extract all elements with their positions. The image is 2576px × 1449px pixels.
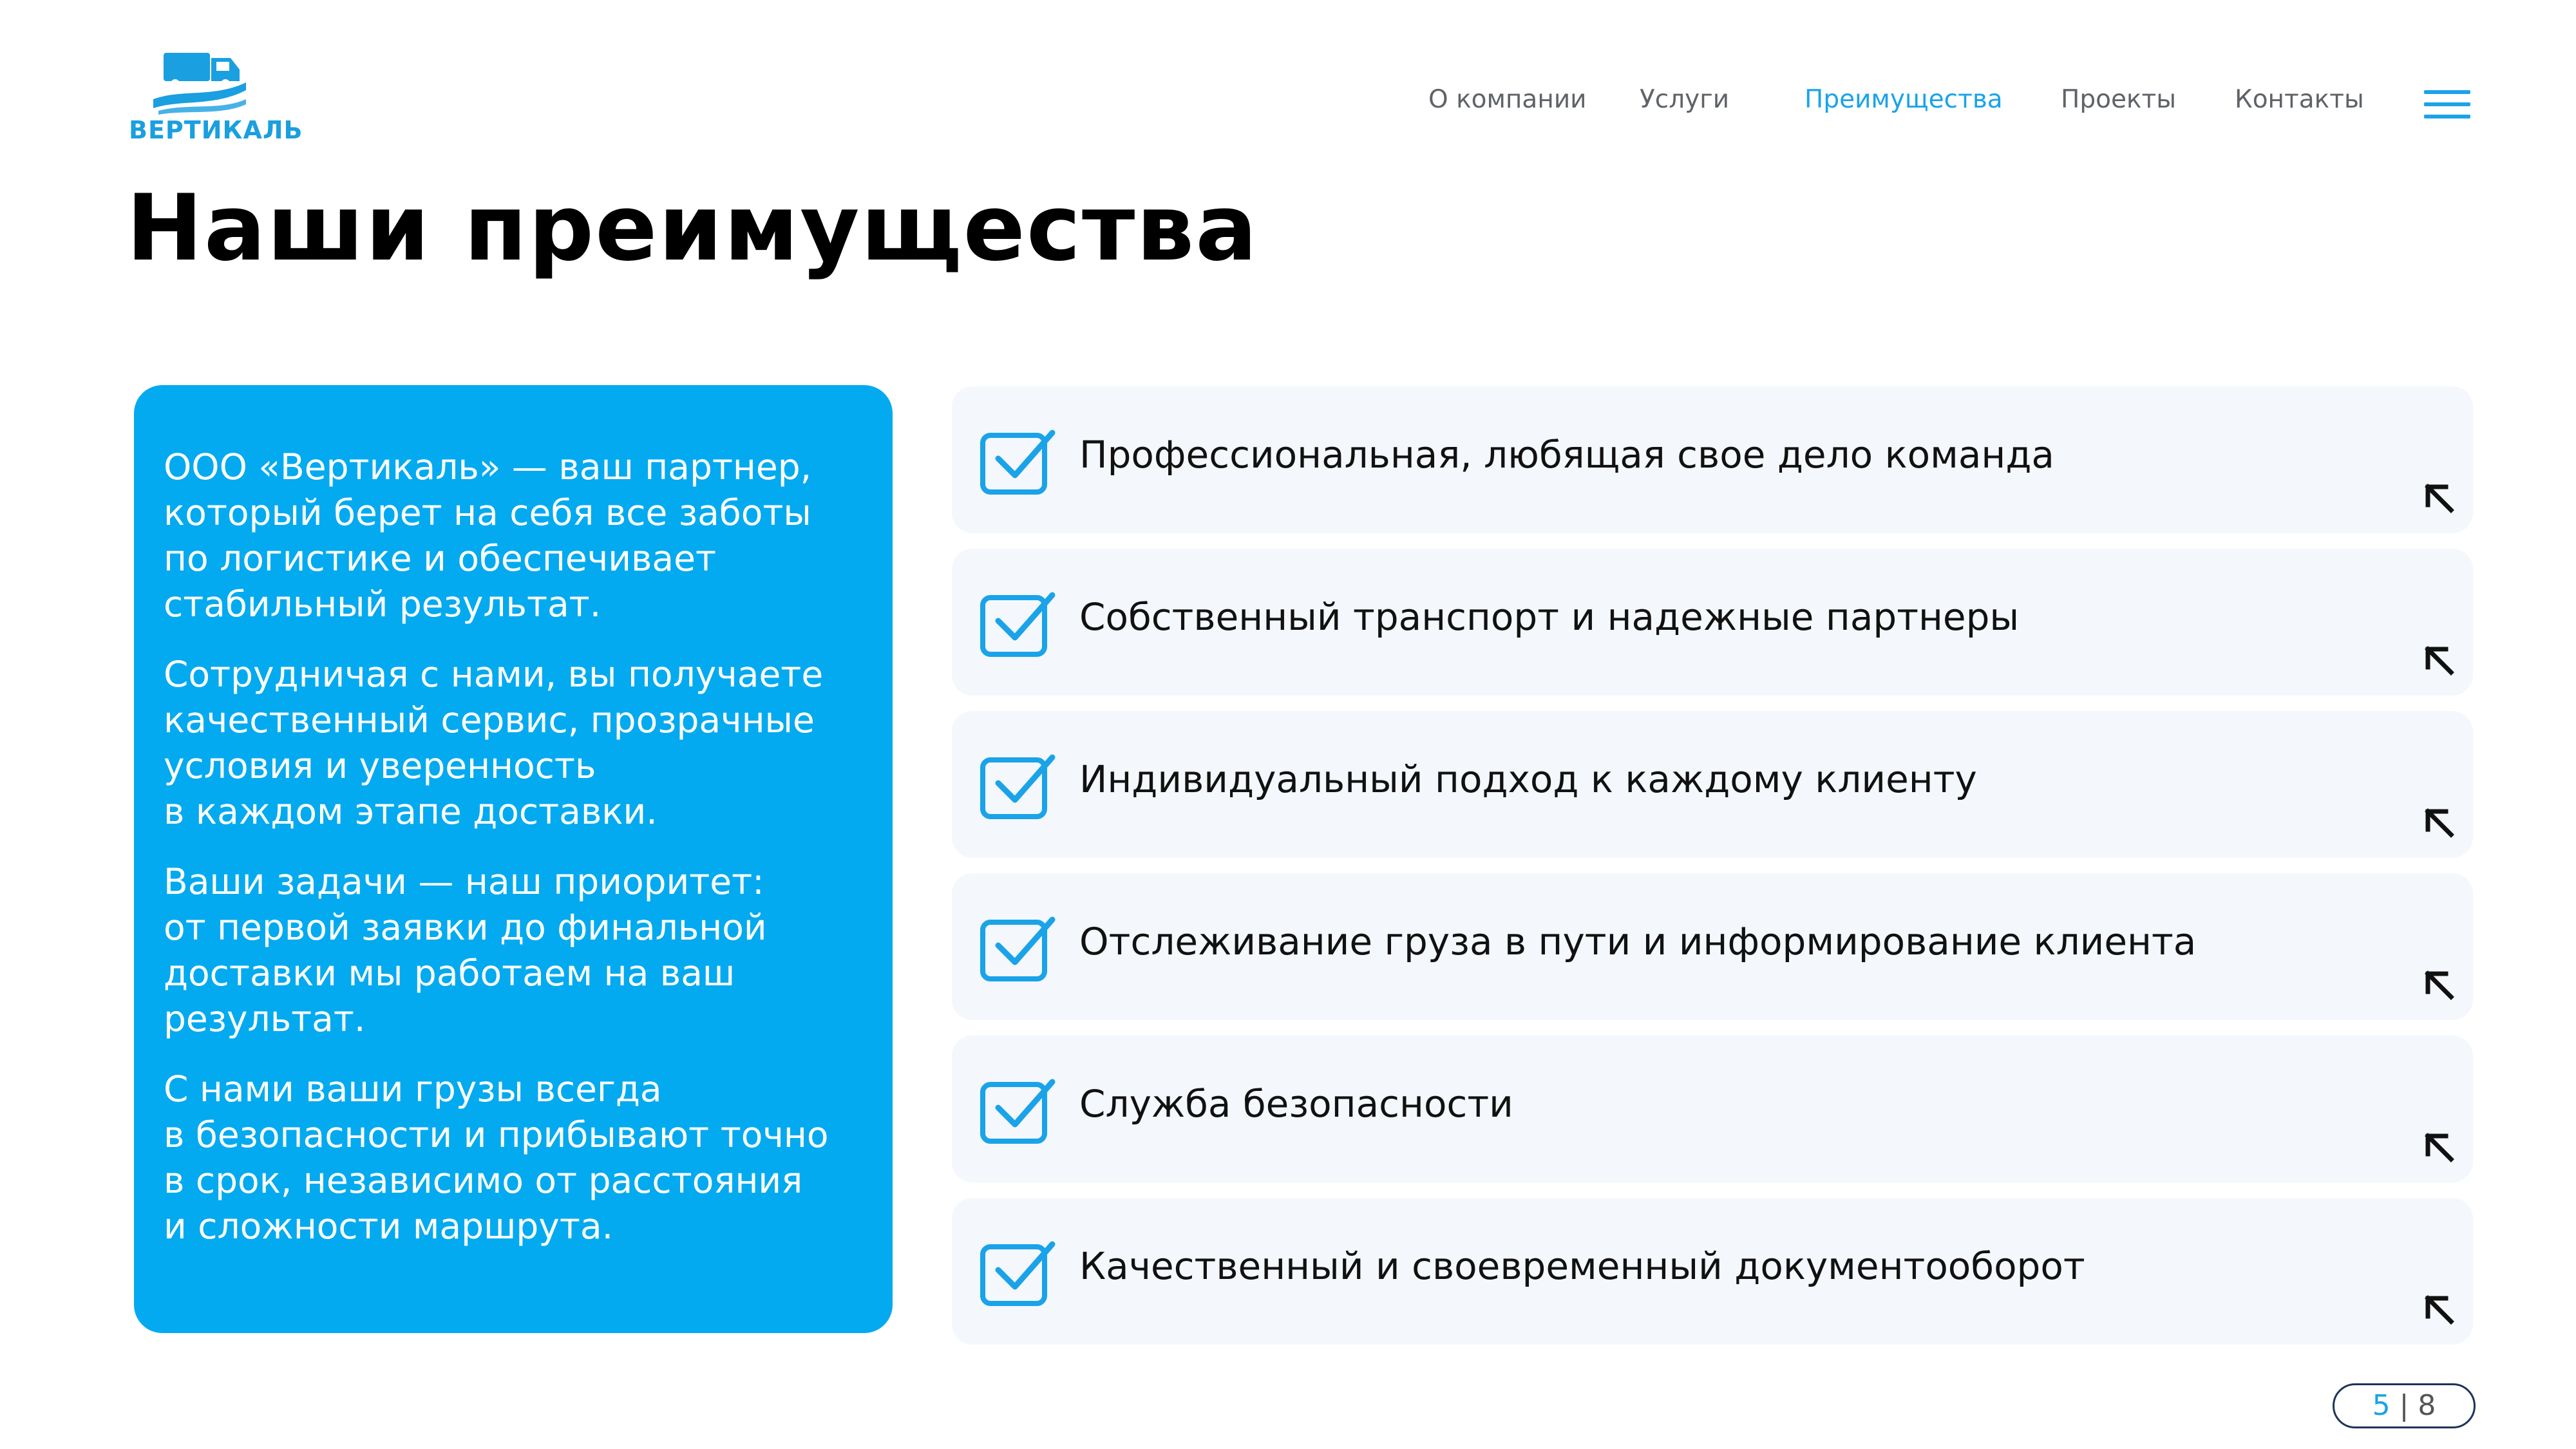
nav-item-contacts[interactable]: Контакты (2235, 85, 2364, 114)
advantage-item-team[interactable] (952, 386, 2473, 533)
info-card (134, 385, 893, 1333)
brand-name: ВЕРТИКАЛЬ (129, 116, 303, 144)
pager-total: 8 (2418, 1389, 2436, 1422)
company-logo[interactable] (129, 44, 303, 147)
nav-item-about[interactable]: О компании (1428, 85, 1587, 114)
arrow-up-left-icon[interactable] (2421, 967, 2456, 1002)
info-paragraph: Ваши задачи — наш приоритет: от первой заявки до финальной доставки мы работаем на ваш результат. (164, 861, 767, 1039)
advantage-item-tracking[interactable] (952, 873, 2473, 1020)
nav-item-projects[interactable]: Проекты (2061, 85, 2177, 114)
checkbox-checked-icon (979, 425, 1056, 496)
advantage-item-documents[interactable] (952, 1198, 2473, 1345)
checkbox-checked-icon (979, 1074, 1056, 1145)
page-title: Наши преимущества (126, 175, 1259, 281)
advantage-item-security[interactable] (952, 1036, 2473, 1182)
checkbox-checked-icon (979, 912, 1056, 983)
truck-road-icon (149, 44, 252, 115)
arrow-up-left-icon[interactable] (2421, 643, 2456, 677)
checkbox-checked-icon (979, 750, 1056, 820)
arrow-up-left-icon[interactable] (2421, 805, 2456, 840)
pager-current: 5 (2372, 1389, 2391, 1422)
advantage-label: Индивидуальный подход к каждому клиенту (1079, 757, 1977, 801)
info-paragraph: ООО «Вертикаль» — ваш партнер, который берет на себя все заботы по логистике и обеспечивает стабильный результат. (164, 446, 812, 625)
info-paragraph: Сотрудничая с нами, вы получаете качественный сервис, прозрачные условия и уверенность в каждом этапе доставки. (164, 654, 824, 832)
slide-pager[interactable] (2333, 1383, 2476, 1428)
arrow-up-left-icon[interactable] (2421, 1292, 2456, 1327)
nav-item-advantages[interactable]: Преимущества (1804, 85, 2003, 114)
advantage-item-approach[interactable] (952, 711, 2473, 858)
advantage-item-transport[interactable] (952, 549, 2473, 696)
nav-item-services[interactable]: Услуги (1640, 85, 1730, 114)
advantage-label: Профессиональная, любящая свое дело команда (1079, 433, 2054, 477)
advantage-label: Собственный транспорт и надежные партнеры (1079, 595, 2020, 639)
checkbox-checked-icon (979, 587, 1056, 658)
advantage-label: Качественный и своевременный документооборот (1079, 1244, 2085, 1288)
hamburger-menu-icon[interactable] (2424, 90, 2470, 118)
advantage-label: Служба безопасности (1079, 1082, 1513, 1126)
pager-separator: | (2399, 1389, 2409, 1422)
arrow-up-left-icon[interactable] (2421, 480, 2456, 515)
checkbox-checked-icon (979, 1236, 1056, 1307)
info-paragraph: С нами ваши грузы всегда в безопасности и прибывают точно в срок, независимо от расстояния и сложности маршрута. (164, 1068, 829, 1247)
advantage-label: Отслеживание груза в пути и информирование клиента (1079, 920, 2197, 963)
arrow-up-left-icon[interactable] (2421, 1130, 2456, 1164)
